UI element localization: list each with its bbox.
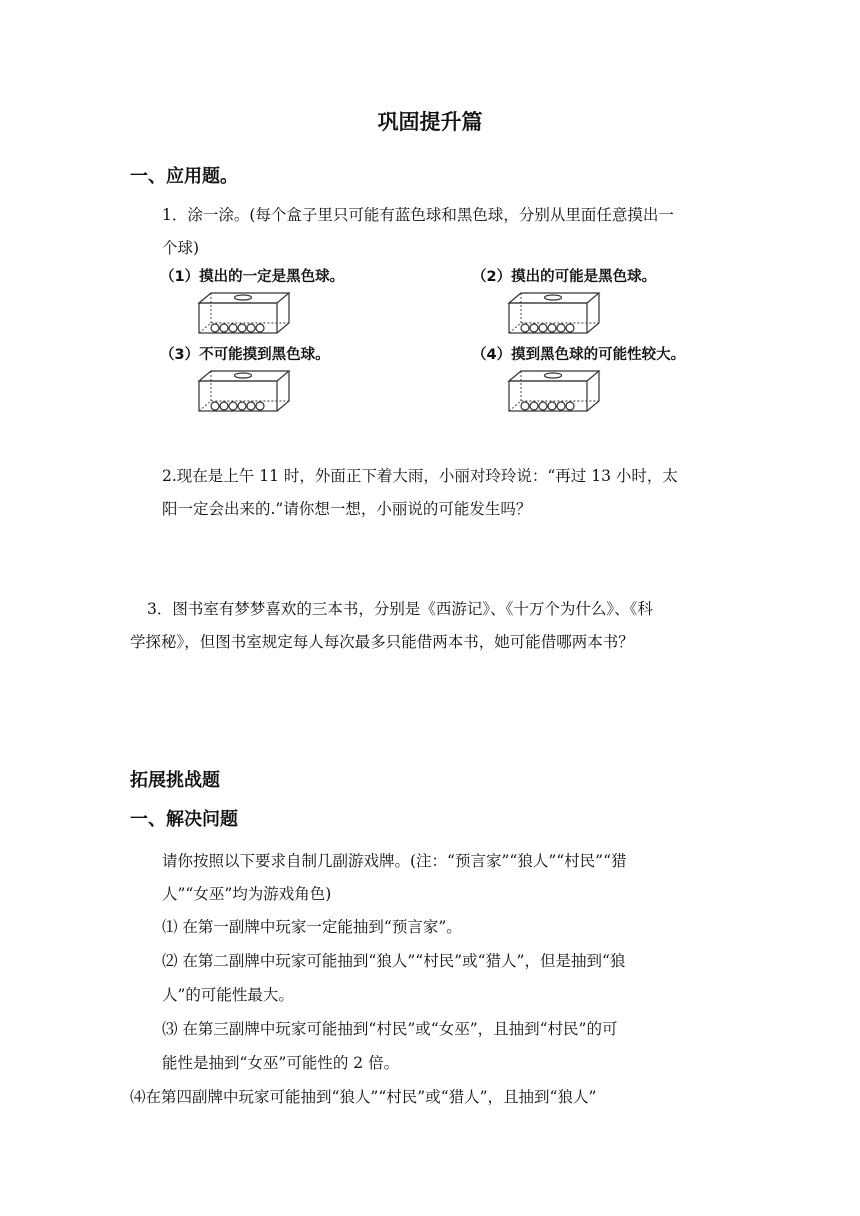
item-2-line1: ⑵ 在第二副牌中玩家可能抽到“狼人”“村民”或“猎人”，但是抽到“狼 <box>162 952 626 970</box>
section-heading-applied: 一、应用题。 <box>130 166 238 187</box>
item-3-line2: 能性是抽到“女巫”可能性的 2 倍。 <box>162 1054 400 1072</box>
intro-line1: 请你按照以下要求自制几副游戏牌。(注：“预言家”“狼人”“村民”“猎 <box>162 852 627 870</box>
q1-part-1: （1）摸出的一定是黑色球。 <box>160 269 345 285</box>
page-title: 巩固提升篇 <box>377 110 483 134</box>
item-3-line1: ⑶ 在第三副牌中玩家可能抽到“村民”或“女巫”，且抽到“村民”的可 <box>162 1020 618 1038</box>
ball-box-diagram <box>196 290 292 336</box>
q3-text-line2: 学探秘》，但图书室规定每人每次最多只能借两本书，她可能借哪两本书？ <box>130 633 634 651</box>
item-4-line1: ⑷在第四副牌中玩家可能抽到“狼人”“村民”或“猎人”，且抽到“狼人” <box>130 1088 597 1106</box>
item-1: ⑴ 在第一副牌中玩家一定能抽到“预言家”。 <box>162 918 462 936</box>
q1-text-line1: 1．涂一涂。(每个盒子里只可能有蓝色球和黑色球，分别从里面任意摸出一 <box>162 206 674 224</box>
ball-box-diagram <box>196 368 292 414</box>
q1-part-4: （4）摸到黑色球的可能性较大。 <box>472 347 686 363</box>
q1-part-2: （2）摸出的可能是黑色球。 <box>472 269 657 285</box>
ball-box-diagram <box>506 368 602 414</box>
q2-text-line1: 2.现在是上午 11 时，外面正下着大雨，小丽对玲玲说：“再过 13 小时，太 <box>162 467 678 485</box>
q3-text-line1: 3．图书室有梦梦喜欢的三本书，分别是《西游记》、《十万个为什么》、《科 <box>147 600 653 618</box>
section-heading-extension: 拓展挑战题 <box>130 770 220 791</box>
intro-line2: 人”“女巫”均为游戏角色) <box>162 885 332 903</box>
q2-text-line2: 阳一定会出来的.”请你想一想，小丽说的可能发生吗？ <box>162 500 532 518</box>
ball-box-diagram <box>506 290 602 336</box>
q1-part-3: （3）不可能摸到黑色球。 <box>160 347 330 363</box>
item-2-line2: 人”的可能性最大。 <box>162 986 294 1004</box>
section-subheading-solve: 一、解决问题 <box>130 809 238 830</box>
q1-text-line2: 个球) <box>162 239 200 257</box>
